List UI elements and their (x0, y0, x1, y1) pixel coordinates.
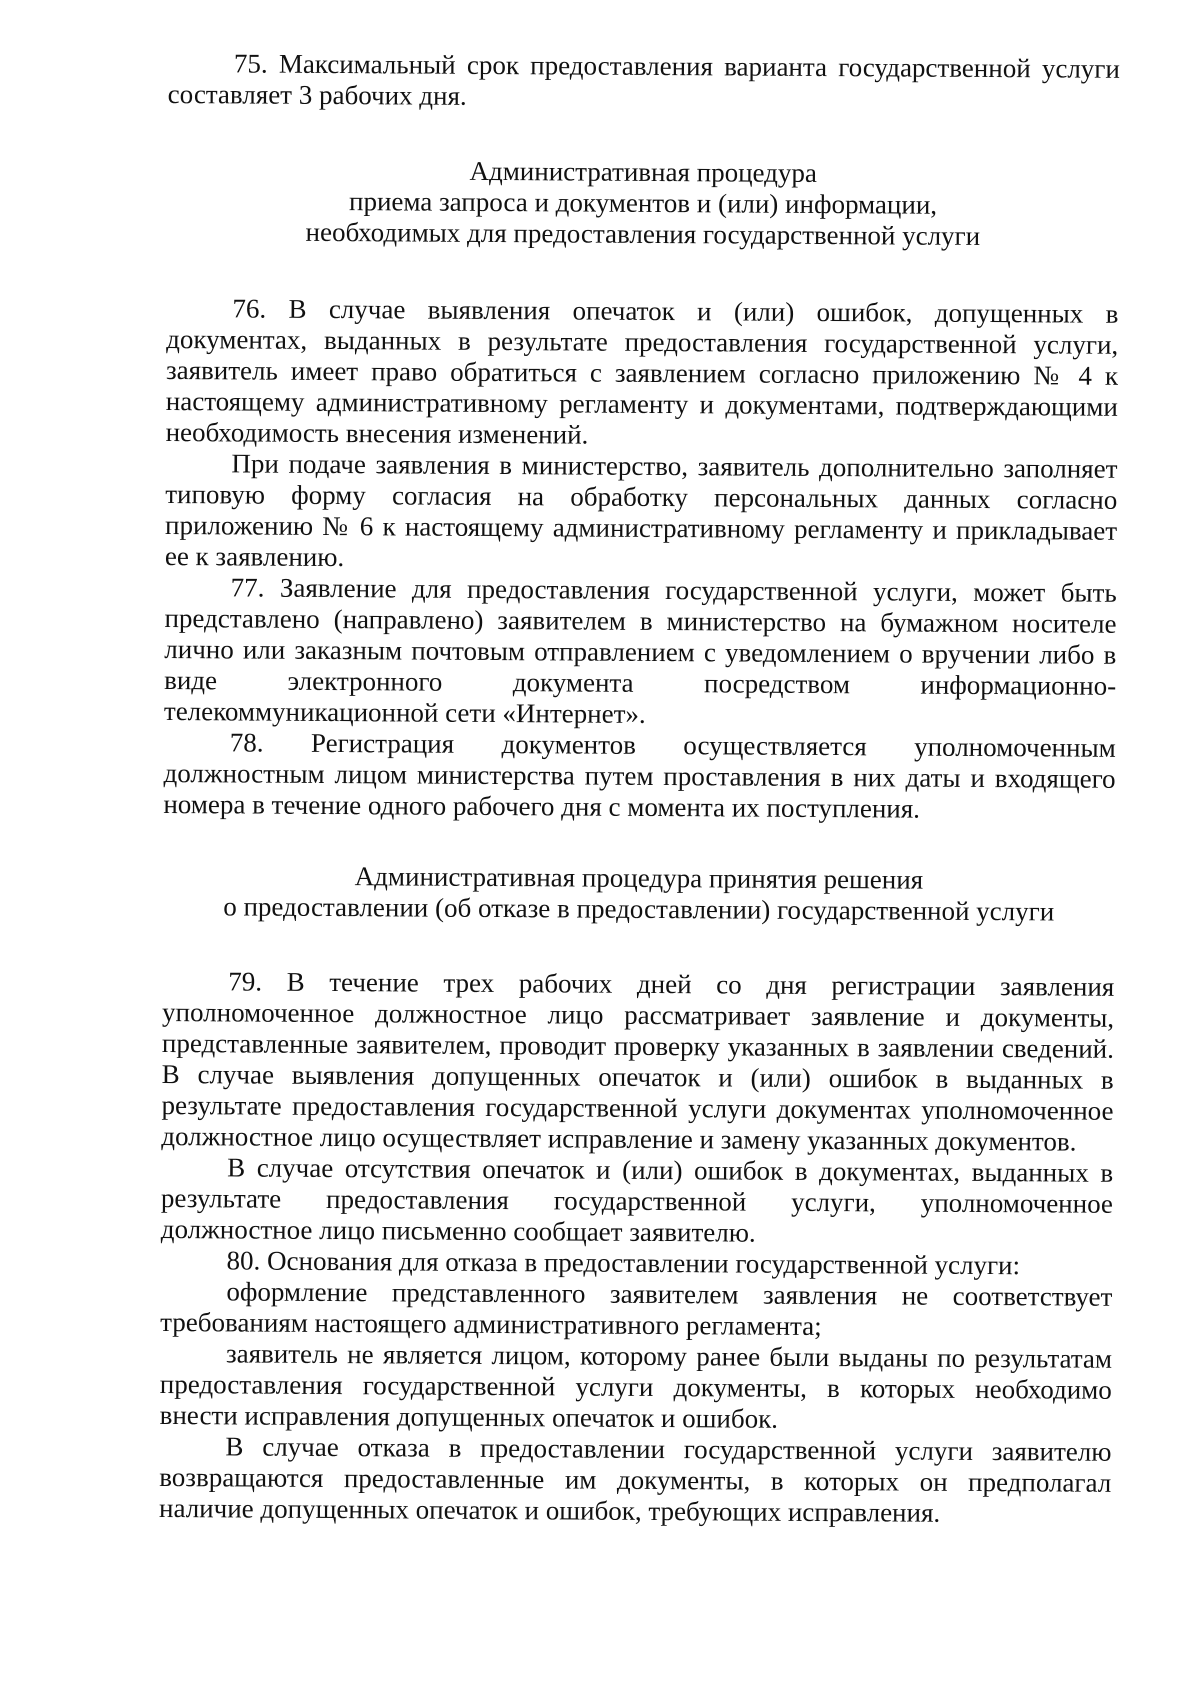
paragraph-80: 80. Основания для отказа в предоставлении государственной услуги: (226, 1245, 1021, 1281)
section-heading-reception (167, 154, 1120, 253)
paragraph-78: 78. Регистрация документов осуществляется уполномоченным должностным лицом министерства путем проставления в них даты и входящего номера в течение одного рабочего дня с момента их поступления. (163, 727, 1116, 824)
paragraph-80-reason-1: оформление представленного заявителем заявления не соответствует требованиям настоящего административного регламента; (160, 1276, 1113, 1342)
paragraph-80-reason-2: заявитель не является лицом, которому ранее были выданы по результатам предоставления государственной услуги документы, в которых необходимо внести исправления допущенных опечаток и ошибок. (159, 1338, 1113, 1434)
section-heading-reception-line-1: Административная процедура (469, 155, 818, 188)
paragraph-80-refusal-return: В случае отказа в предоставлении государственной услуги заявителю возвращаются предоставленные им документы, в которых он предполагал наличие допущенных опечаток и ошибок, требующих исправления. (158, 1431, 1112, 1528)
section-heading-reception-line-2: приема запроса и документов и (или) информации, (348, 186, 938, 220)
paragraph-76: 76. В случае выявления опечаток и (или) ошибок, допущенных в документах, выданных в результате предоставления государственной услуги, заявитель имеет право обратиться с заявлением согласно приложению № 4 к настоящему административному регламенту и документами, подтверждающими необходимость внесения изменений. (165, 293, 1119, 450)
section-heading-decision-line-1: Административная процедура принятия решения (354, 861, 924, 895)
section-heading-decision (163, 860, 1115, 928)
document-body (159, 48, 1120, 1530)
paragraph-79: 79. В течение трех рабочих дней со дня регистрации заявления уполномоченное должностное лицо рассматривает заявление и документы, представленные заявителем, проводит проверку указанных в заявлении сведений. В случае выявления допущенных опечаток и (или) ошибок в выданных в результате предоставления государственной услуги документах уполномоченное должностное лицо осуществляет исправление и замену указанных документов. (161, 966, 1115, 1157)
paragraph-76-consent: При подаче заявления в министерство, заявитель дополнительно заполняет типовую форму согласия на обработку персональных данных согласно приложению № 6 к настоящему административному регламенту и прикладывает ее к заявлению. (164, 448, 1118, 573)
section-heading-reception-line-3: необходимых для предоставления государственной услуги (305, 216, 981, 251)
paragraph-75: 75. Максимальный срок предоставления варианта государственной услуги составляет 3 рабочих дня. (167, 48, 1120, 111)
paragraph-79-no-errors: В случае отсутствия опечаток и (или) ошибок в документах, выданных в результате предоставления государственной услуги, уполномоченное должностное лицо письменно сообщает заявителю. (160, 1152, 1114, 1248)
paragraph-77: 77. Заявление для предоставления государственной услуги, может быть представлено (направлено) заявителем в министерство на бумажном носителе лично или заказным почтовым отправлением с уведомлением о вручении либо в виде электронного документа посредством информационно-телекоммуникационной сети «Интернет». (163, 572, 1117, 729)
section-heading-decision-line-2: о предоставлении (об отказе в предоставлении) государственной услуги (223, 891, 1055, 927)
